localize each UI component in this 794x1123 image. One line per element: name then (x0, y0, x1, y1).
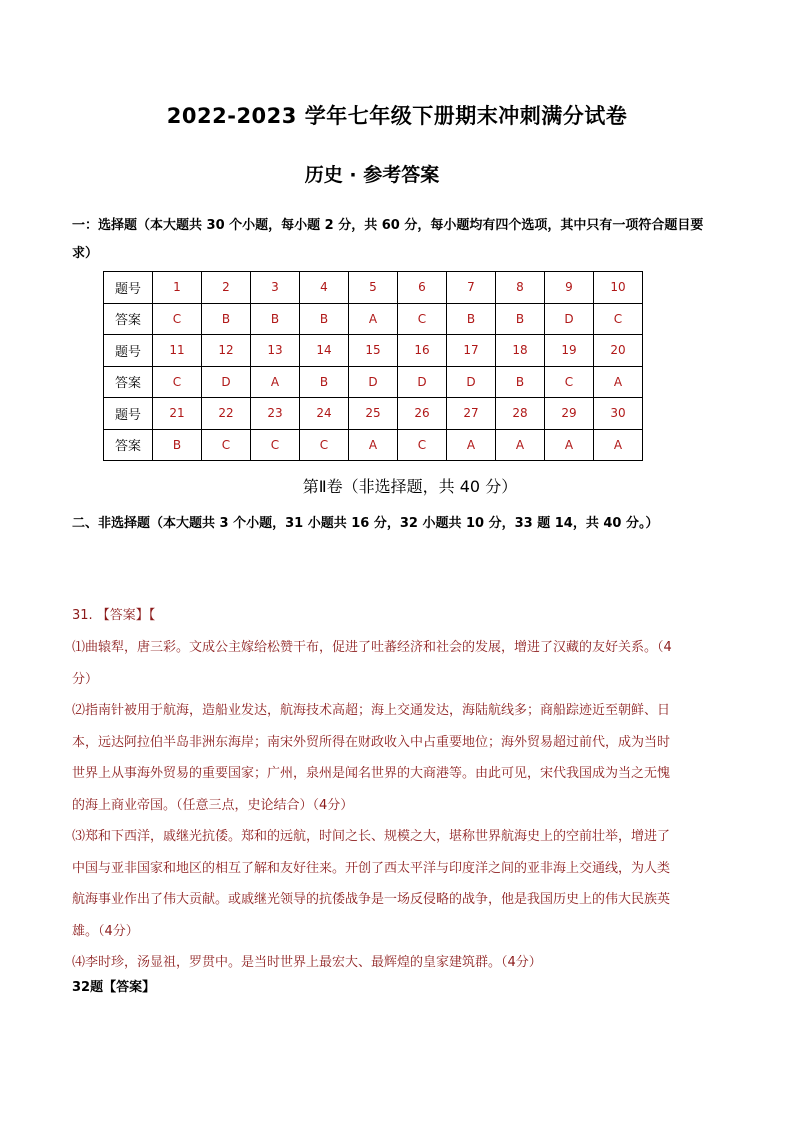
answer-cell: A (349, 429, 398, 461)
question-cell: 10 (594, 272, 643, 304)
page-subtitle: 历史 · 参考答案 (304, 164, 440, 186)
question-label-cell: 题号 (104, 335, 153, 367)
answer-cell: B (300, 366, 349, 398)
answer-cell: B (447, 303, 496, 335)
q32-answer-heading: 32题【答案】 (72, 980, 156, 995)
q31-paragraph-4: ⑷李时珍，汤显祖，罗贯中。是当时世界上最宏大、最辉煌的皇家建筑群。（4分） (72, 955, 542, 970)
answer-cell: C (153, 366, 202, 398)
question-cell: 30 (594, 398, 643, 430)
answer-cell: C (251, 429, 300, 461)
question-cell: 5 (349, 272, 398, 304)
question-cell: 9 (545, 272, 594, 304)
answer-cell: C (153, 303, 202, 335)
answer-cell: C (545, 366, 594, 398)
question-cell: 2 (202, 272, 251, 304)
answer-cell: C (202, 429, 251, 461)
question-cell: 12 (202, 335, 251, 367)
q31-paragraph-2: ⑵指南针被用于航海，造船业发达，航海技术高超；海上交通发达，海陆航线多；商船踪迹近至朝鲜、日本，远达阿拉伯半岛非洲东海岸；南宋外贸所得在财政收入中占重要地位；海外贸易超过前代，成为当时世界上从事海外贸易的重要国家；广州，泉州是闻名世界的大商港等。由此可见，宋代我国成为当之无愧的海上商业帝国。（任意三点，史论结合）（4分） (72, 703, 671, 813)
table-row (104, 335, 643, 367)
question-cell: 14 (300, 335, 349, 367)
question-cell: 25 (349, 398, 398, 430)
answer-table (103, 271, 643, 461)
answer-cell: A (594, 366, 643, 398)
question-cell: 27 (447, 398, 496, 430)
answer-cell: B (300, 303, 349, 335)
table-row (104, 398, 643, 430)
table-row (104, 429, 643, 461)
question-cell: 29 (545, 398, 594, 430)
question-label-cell: 题号 (104, 272, 153, 304)
question-cell: 4 (300, 272, 349, 304)
answer-cell: A (594, 429, 643, 461)
page-title: 2022-2023 学年七年级下册期末冲刺满分试卷 (166, 104, 628, 128)
question-cell: 21 (153, 398, 202, 430)
question-cell: 26 (398, 398, 447, 430)
answer-cell: D (202, 366, 251, 398)
question-cell: 19 (545, 335, 594, 367)
answer-label-cell: 答案 (104, 366, 153, 398)
answer-cell: B (202, 303, 251, 335)
question-cell: 22 (202, 398, 251, 430)
question-cell: 3 (251, 272, 300, 304)
question-cell: 24 (300, 398, 349, 430)
answer-cell: A (447, 429, 496, 461)
answer-cell: B (496, 303, 545, 335)
part2-heading: 第Ⅱ卷（非选择题，共 40 分） (302, 477, 518, 496)
answer-cell: D (349, 366, 398, 398)
section1-heading: 一：选择题（本大题共 30 个小题，每小题 2 分，共 60 分，每小题均有四个选项，其中只有一项符合题目要求） (72, 218, 704, 261)
question-label-cell: 题号 (104, 398, 153, 430)
question-cell: 8 (496, 272, 545, 304)
q31-answer-body (72, 632, 680, 979)
answer-cell: D (545, 303, 594, 335)
q31-paragraph-3: ⑶郑和下西洋，戚继光抗倭。郑和的远航，时间之长、规模之大，堪称世界航海史上的空前壮举，增进了中国与亚非国家和地区的相互了解和友好往来。开创了西太平洋与印度洋之间的亚非海上交通线，为人类航海事业作出了伟大贡献。或戚继光领导的抗倭战争是一场反侵略的战争，他是我国历史上的伟大民族英雄。（4分） (72, 829, 671, 939)
answer-cell: D (447, 366, 496, 398)
answer-cell: A (545, 429, 594, 461)
table-row (104, 366, 643, 398)
question-cell: 6 (398, 272, 447, 304)
question-cell: 20 (594, 335, 643, 367)
answer-cell: B (251, 303, 300, 335)
question-cell: 16 (398, 335, 447, 367)
answer-cell: A (251, 366, 300, 398)
question-cell: 7 (447, 272, 496, 304)
question-cell: 28 (496, 398, 545, 430)
answer-cell: A (349, 303, 398, 335)
answer-label-cell: 答案 (104, 303, 153, 335)
question-cell: 1 (153, 272, 202, 304)
question-cell: 11 (153, 335, 202, 367)
question-cell: 17 (447, 335, 496, 367)
answer-cell: D (398, 366, 447, 398)
answer-cell: C (398, 429, 447, 461)
table-row (104, 303, 643, 335)
question-cell: 18 (496, 335, 545, 367)
question-cell: 15 (349, 335, 398, 367)
answer-label-cell: 答案 (104, 429, 153, 461)
answer-cell: B (496, 366, 545, 398)
answer-cell: B (153, 429, 202, 461)
question-cell: 13 (251, 335, 300, 367)
answer-cell: C (398, 303, 447, 335)
answer-cell: C (594, 303, 643, 335)
question-cell: 23 (251, 398, 300, 430)
section2-heading: 二、非选择题（本大题共 3 个小题，31 小题共 16 分，32 小题共 10 分，33 题 14，共 40 分。） (72, 516, 659, 531)
q31-answer-heading: 31. 【答案】【 (72, 608, 156, 623)
answer-cell: A (496, 429, 545, 461)
answer-cell: C (300, 429, 349, 461)
q31-paragraph-1: ⑴曲辕犁，唐三彩。文成公主嫁给松赞干布，促进了吐蕃经济和社会的发展，增进了汉藏的友好关系。（4分） (72, 640, 672, 687)
table-row (104, 272, 643, 304)
